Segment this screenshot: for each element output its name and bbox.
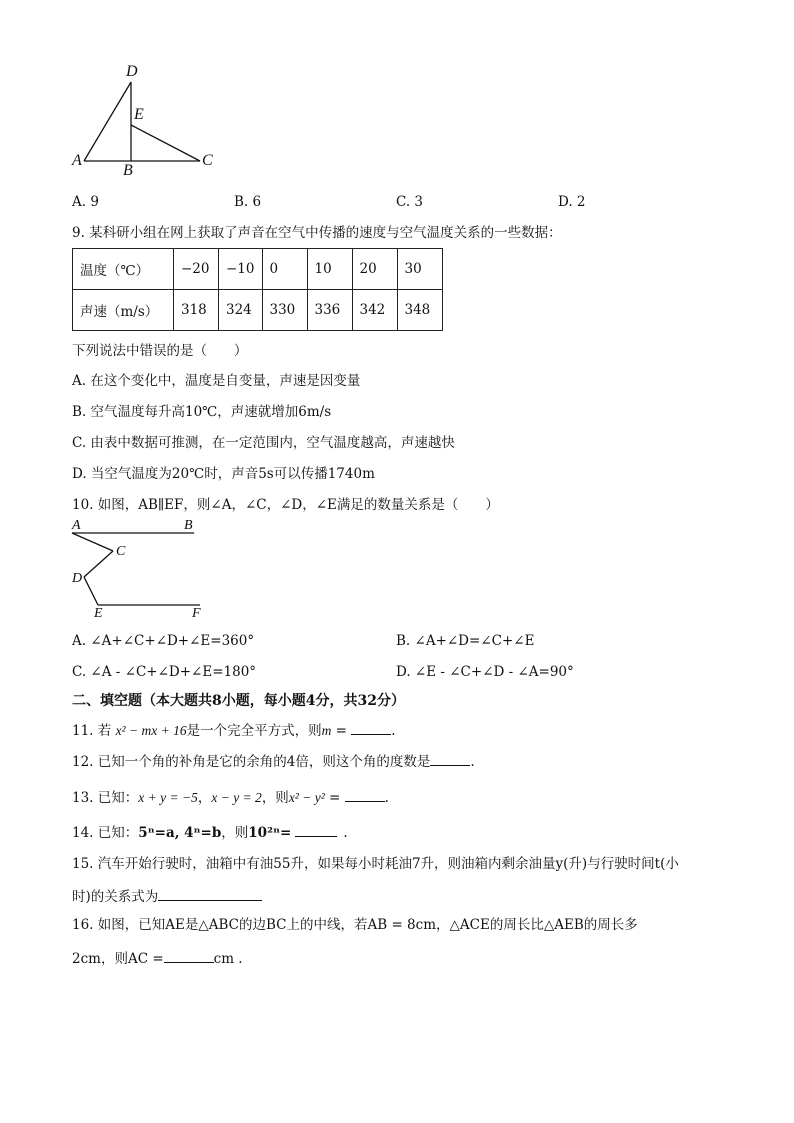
q13-eq1: x + y = −5 <box>138 790 198 805</box>
q13-mid: ，则 <box>261 790 289 806</box>
table-cell: 324 <box>219 290 263 331</box>
q14-eq1: 5ⁿ=a, 4ⁿ=b <box>138 825 222 841</box>
label-B: B <box>123 162 133 179</box>
q10-option-d: D. ∠E - ∠C+∠D - ∠A=90° <box>396 664 574 680</box>
table-cell: 30 <box>397 249 442 290</box>
q12-text: 12. 已知一个角的补角是它的余角的4倍，则这个角的度数是 <box>72 754 431 770</box>
label-D: D <box>126 63 138 80</box>
q15-line2 <box>72 886 262 906</box>
table-cell: 20 <box>352 249 397 290</box>
q15-line2-text: 时)的关系式为 <box>72 889 159 905</box>
q9-option-b: B. 空气温度每升高10℃，声速就增加6m/s <box>72 404 332 420</box>
q11-end: . <box>391 723 396 739</box>
q13-expr: x² − y² <box>288 790 325 805</box>
label-A: A <box>72 152 82 169</box>
q8-option-b: B. 6 <box>234 194 262 210</box>
q16-line2-pre: 2cm，则AC = <box>72 951 164 967</box>
q11-expression: x² − mx + 16 <box>115 723 187 738</box>
q11-prefix: 11. 若 <box>72 723 112 739</box>
q14-prefix: 14. 已知： <box>72 825 139 841</box>
label-E: E <box>134 106 144 123</box>
table-cell: −10 <box>219 249 263 290</box>
table-cell: 336 <box>307 290 352 331</box>
q13-prefix: 13. 已知： <box>72 790 139 806</box>
label-C: C <box>202 152 213 169</box>
q16-line2-post: cm . <box>213 951 243 967</box>
label-A: A <box>72 518 81 533</box>
label-D: D <box>72 571 83 586</box>
label-E: E <box>94 606 103 621</box>
label-C: C <box>116 544 126 559</box>
q11-mid: 是一个完全平方式，则 <box>186 723 322 739</box>
label-B: B <box>184 518 193 533</box>
table-cell: 318 <box>174 290 219 331</box>
q10-option-a: A. ∠A+∠C+∠D+∠E=360° <box>72 633 255 649</box>
q9-option-d: D. 当空气温度为20℃时，声音5s可以传播1740m <box>72 466 375 482</box>
q8-option-c: C. 3 <box>396 194 424 210</box>
table-cell: 10 <box>307 249 352 290</box>
q16-line2 <box>72 948 243 968</box>
section-heading: 二、填空题（本大题共8小题，每小题4分，共32分） <box>72 693 405 709</box>
table-cell: 声速（m/s） <box>73 290 174 331</box>
q14-end: . <box>343 825 348 841</box>
q11 <box>72 720 396 740</box>
answer-blank[interactable] <box>430 751 470 766</box>
answer-blank[interactable] <box>345 787 385 802</box>
table-cell: 330 <box>262 290 307 331</box>
q13-sep: ， <box>197 790 212 806</box>
q9-option-c: C. 由表中数据可推测，在一定范围内，空气温度越高，声速越快 <box>72 435 455 451</box>
q10-option-c: C. ∠A - ∠C+∠D+∠E=180° <box>72 664 257 680</box>
q12-end: . <box>470 754 475 770</box>
q8-option-d: D. 2 <box>558 194 586 210</box>
q14 <box>72 822 348 842</box>
q10-option-b: B. ∠A+∠D=∠C+∠E <box>396 633 535 649</box>
table-cell: −20 <box>174 249 219 290</box>
q12 <box>72 751 475 771</box>
q9-question: 下列说法中错误的是（ ） <box>72 343 248 359</box>
q10-stem: 10. 如图，AB∥EF，则∠A，∠C，∠D，∠E满足的数量关系是（ ） <box>72 497 499 513</box>
answer-blank[interactable] <box>351 720 391 735</box>
answer-blank[interactable] <box>158 886 262 901</box>
q13-end: . <box>384 790 389 806</box>
q9-option-a: A. 在这个变化中，温度是自变量，声速是因变量 <box>72 373 361 389</box>
q14-mid: ，则 <box>221 825 249 841</box>
table-cell: 342 <box>352 290 397 331</box>
table-cell: 0 <box>262 249 307 290</box>
q8-option-a: A. 9 <box>72 194 99 210</box>
q15-line1: 15. 汽车开始行驶时，油箱中有油55升，如果每小时耗油7升，则油箱内剩余油量y(升)与行驶时间t(小 <box>72 856 679 872</box>
q13-eq: = <box>324 790 345 806</box>
q9-stem: 9. 某科研小组在网上获取了声音在空气中传播的速度与空气温度关系的一些数据： <box>72 225 562 241</box>
answer-blank[interactable] <box>164 948 214 963</box>
label-F: F <box>192 606 201 621</box>
q11-eq: = <box>331 723 352 739</box>
table-cell: 温度（℃） <box>73 249 174 290</box>
q16-line1: 16. 如图，已知AE是△ABC的边BC上的中线，若AB = 8cm，△ACE的周长比△AEB的周长多 <box>72 917 638 933</box>
q14-eq2: 10²ⁿ= <box>248 825 292 841</box>
q11-var: m <box>321 723 332 738</box>
answer-blank[interactable] <box>295 822 337 837</box>
table-cell: 348 <box>397 290 442 331</box>
q13 <box>72 787 389 807</box>
q13-eq2: x − y = 2 <box>211 790 262 805</box>
